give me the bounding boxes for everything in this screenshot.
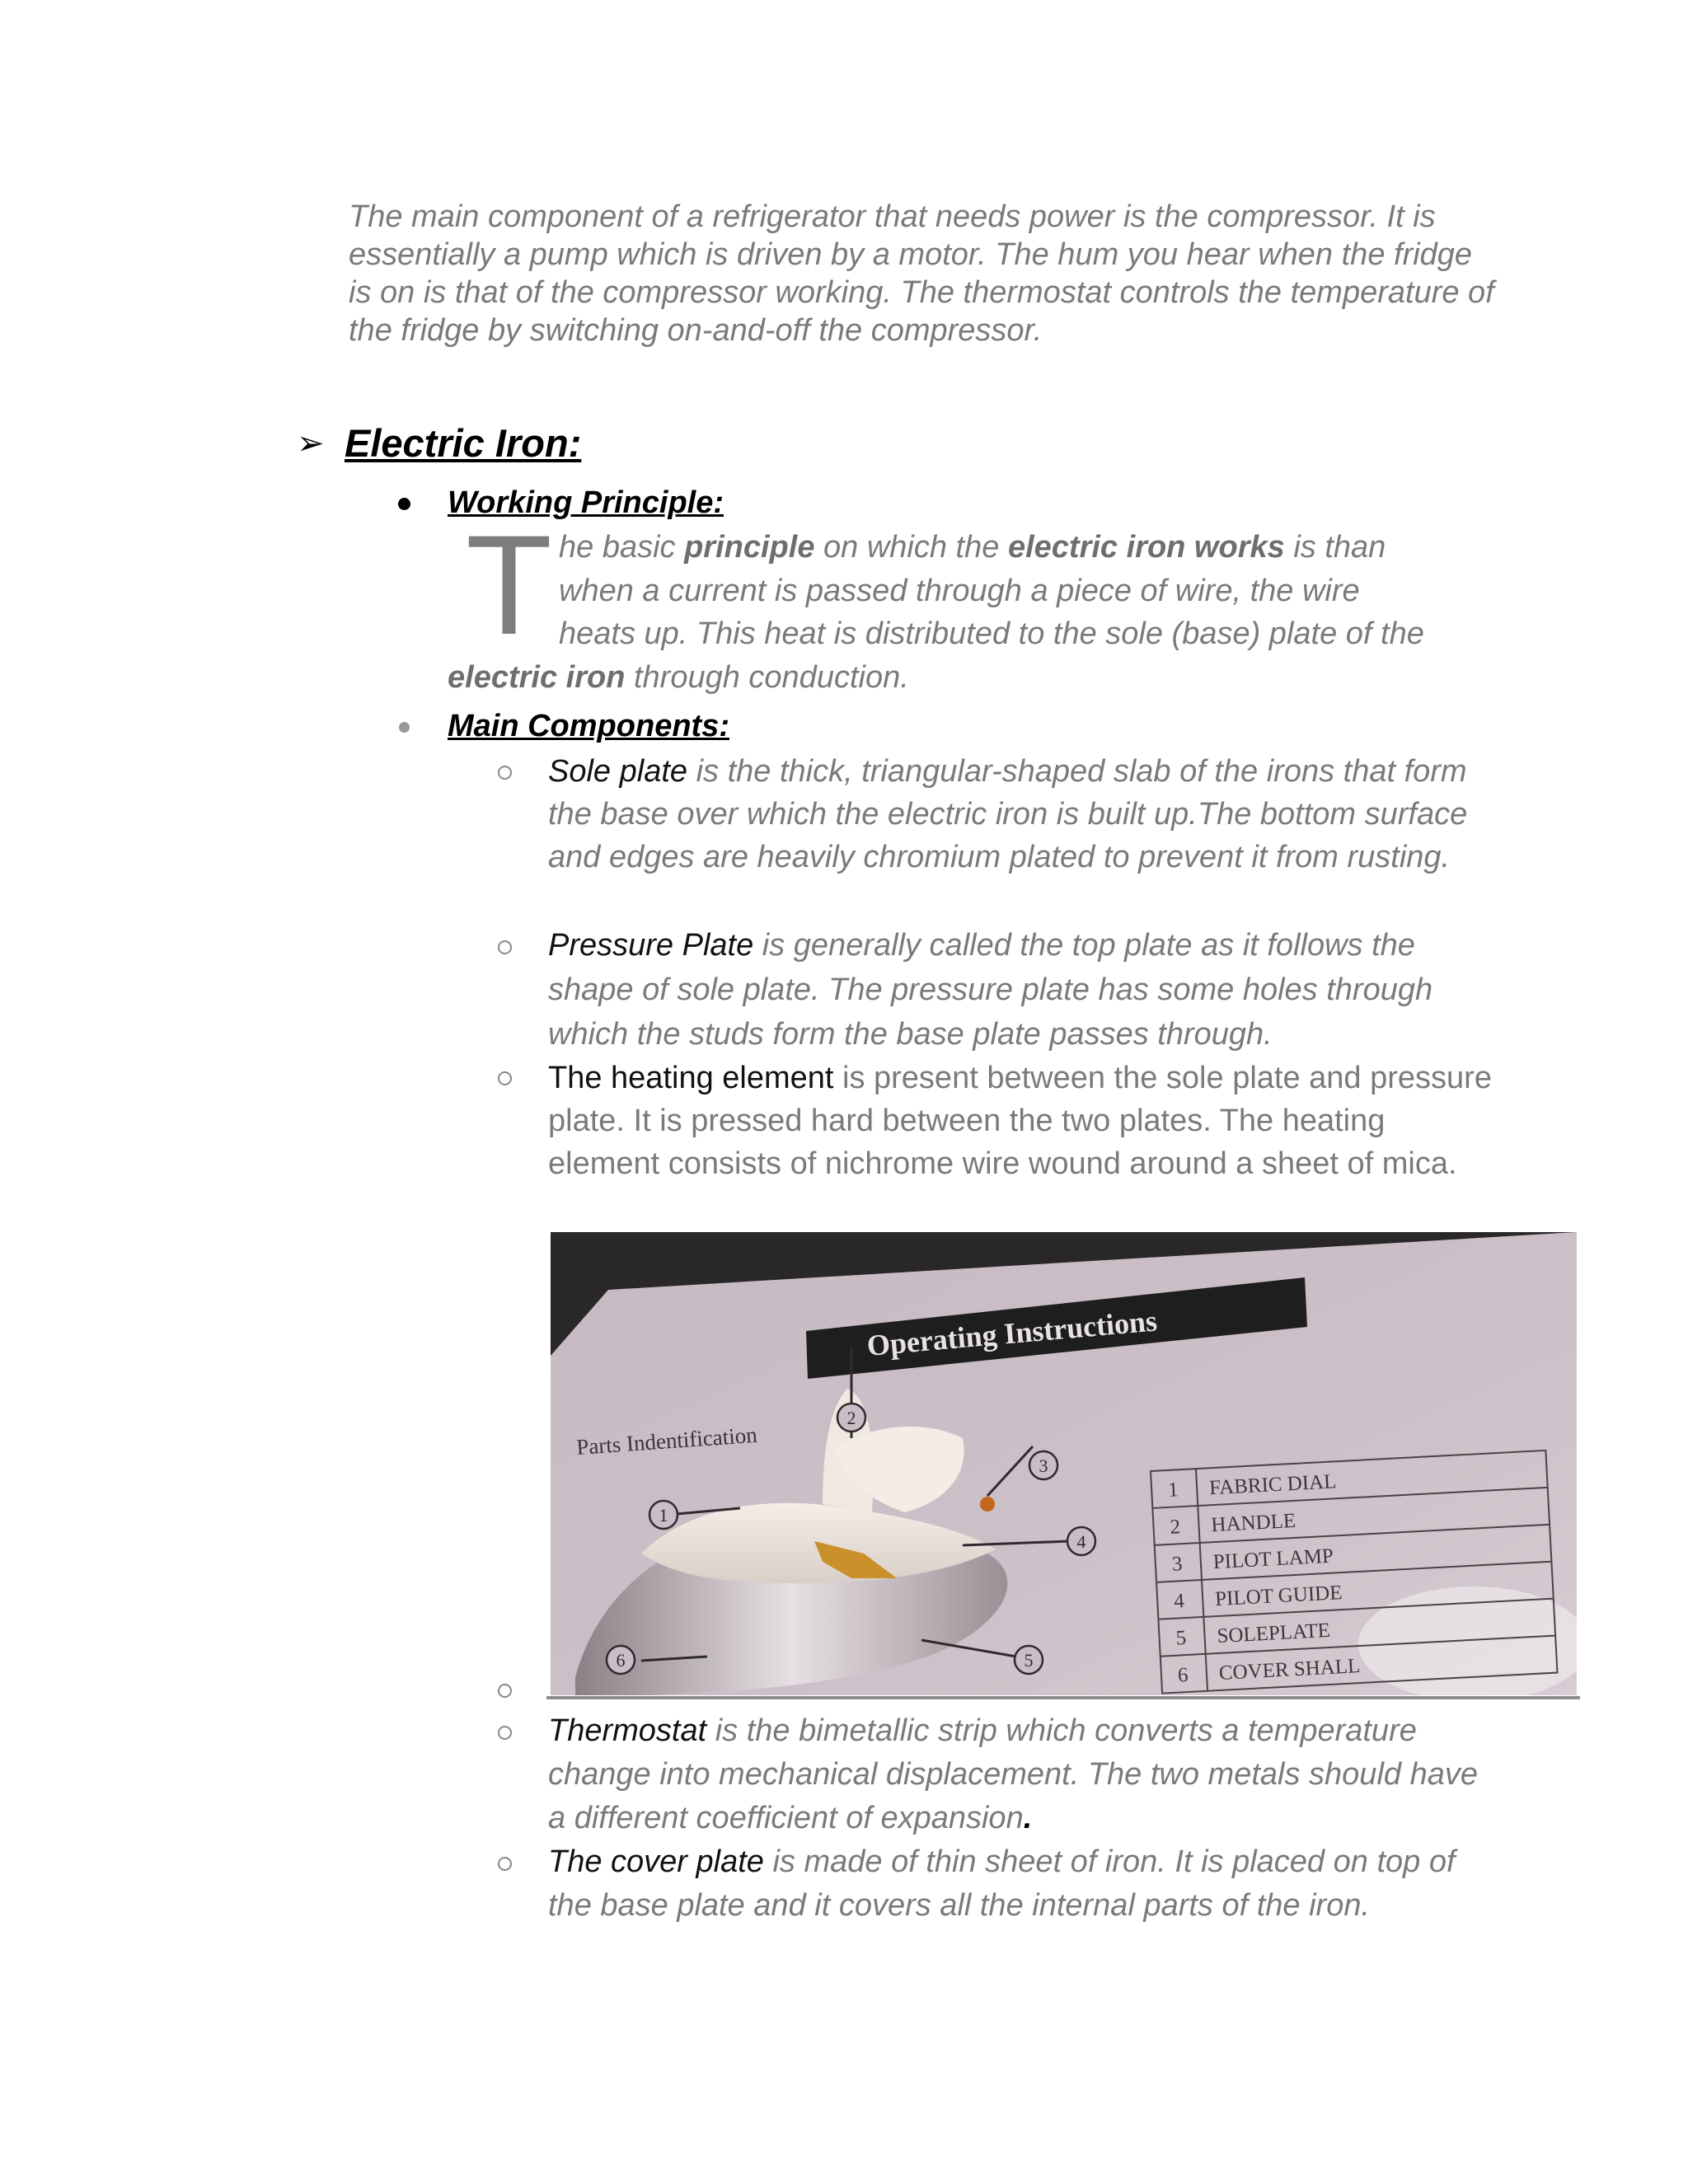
component-item: Pressure Plate is generally called the top plate as it follows the shape of sole plate. The pressure plate has some holes through which the studs form the base plate passes through. — [548, 928, 1433, 1052]
working-principle-line-2: when a current is passed through a piece of wire, the wire — [559, 574, 1360, 608]
callout-6: 6 — [616, 1650, 626, 1671]
parts-table-name: COVER SHALL — [1218, 1655, 1361, 1685]
callout-3: 3 — [1039, 1455, 1048, 1476]
parts-table-name: FABRIC DIAL — [1208, 1470, 1338, 1500]
parts-table-num: 4 — [1173, 1590, 1185, 1613]
callout-2: 2 — [846, 1408, 856, 1428]
circle-bullet-icon — [498, 1684, 512, 1698]
parts-table-num: 6 — [1177, 1663, 1189, 1687]
parts-table-num: 3 — [1171, 1553, 1184, 1576]
intro-paragraph: The main component of a refrigerator that needs power is the compressor. It is essentially a pump which is driven by a motor. The hum you hear when the fridge is on is that of the compressor working. The thermostat controls the temperature of the fridge by switching on-and-off the compressor. — [349, 199, 1494, 348]
working-principle-line-1: he basic principle on which the electric iron works is than — [559, 530, 1386, 565]
bullet-dot-icon — [399, 722, 410, 733]
callout-1: 1 — [659, 1505, 668, 1526]
callout-5: 5 — [1024, 1650, 1034, 1671]
iron-parts-photo — [551, 1232, 1577, 1695]
working-principle-heading: Working Principle: — [448, 485, 724, 520]
parts-table-name: SOLEPLATE — [1216, 1619, 1331, 1648]
parts-label: Parts Indentification — [575, 1422, 758, 1460]
parts-table-name: PILOT GUIDE — [1214, 1582, 1343, 1611]
drop-cap: T — [466, 506, 553, 664]
main-components-heading: Main Components: — [448, 709, 729, 743]
arrow-bullet-icon: ➢ — [297, 424, 325, 462]
component-item: The cover plate is made of thin sheet of iron. It is placed on top of the base plate and it covers all the internal parts of the iron. — [548, 1844, 1456, 1923]
photo-divider — [546, 1696, 1580, 1699]
bullet-dot-icon — [398, 498, 410, 510]
circle-bullet-icon — [498, 1726, 512, 1740]
working-principle-line-4: electric iron through conduction. — [448, 660, 909, 695]
iron-parts-illustration — [551, 1232, 1577, 1695]
circle-bullet-icon — [498, 1071, 512, 1085]
callout-4: 4 — [1076, 1531, 1086, 1552]
section-title: Electric Iron: — [345, 421, 582, 465]
banner-text: Operating Instructions — [865, 1304, 1159, 1362]
parts-table-num: 2 — [1169, 1516, 1181, 1539]
parts-table-name: PILOT LAMP — [1212, 1544, 1334, 1574]
circle-bullet-icon — [498, 1857, 512, 1871]
parts-table-num: 5 — [1175, 1627, 1187, 1650]
parts-table-num: 1 — [1167, 1479, 1179, 1502]
circle-bullet-icon — [498, 766, 512, 780]
working-principle-line-3: heats up. This heat is distributed to the sole (base) plate of the — [559, 616, 1424, 651]
component-item: Thermostat is the bimetallic strip which converts a temperature change into mechanical displacement. The two metals should have a different coefficient of expansion. — [548, 1713, 1478, 1835]
section-heading — [297, 420, 582, 466]
circle-bullet-icon — [498, 940, 512, 954]
parts-table-name: HANDLE — [1210, 1509, 1296, 1537]
component-item: The heating element is present between the sole plate and pressure plate. It is pressed hard between the two plates. The heating element consists of nichrome wire wound around a sheet of mica. — [548, 1061, 1492, 1181]
component-item: Sole plate is the thick, triangular-shaped slab of the irons that form the base over which the electric iron is built up.The bottom surface and edges are heavily chromium plated to prevent it from rusting. — [548, 754, 1468, 874]
